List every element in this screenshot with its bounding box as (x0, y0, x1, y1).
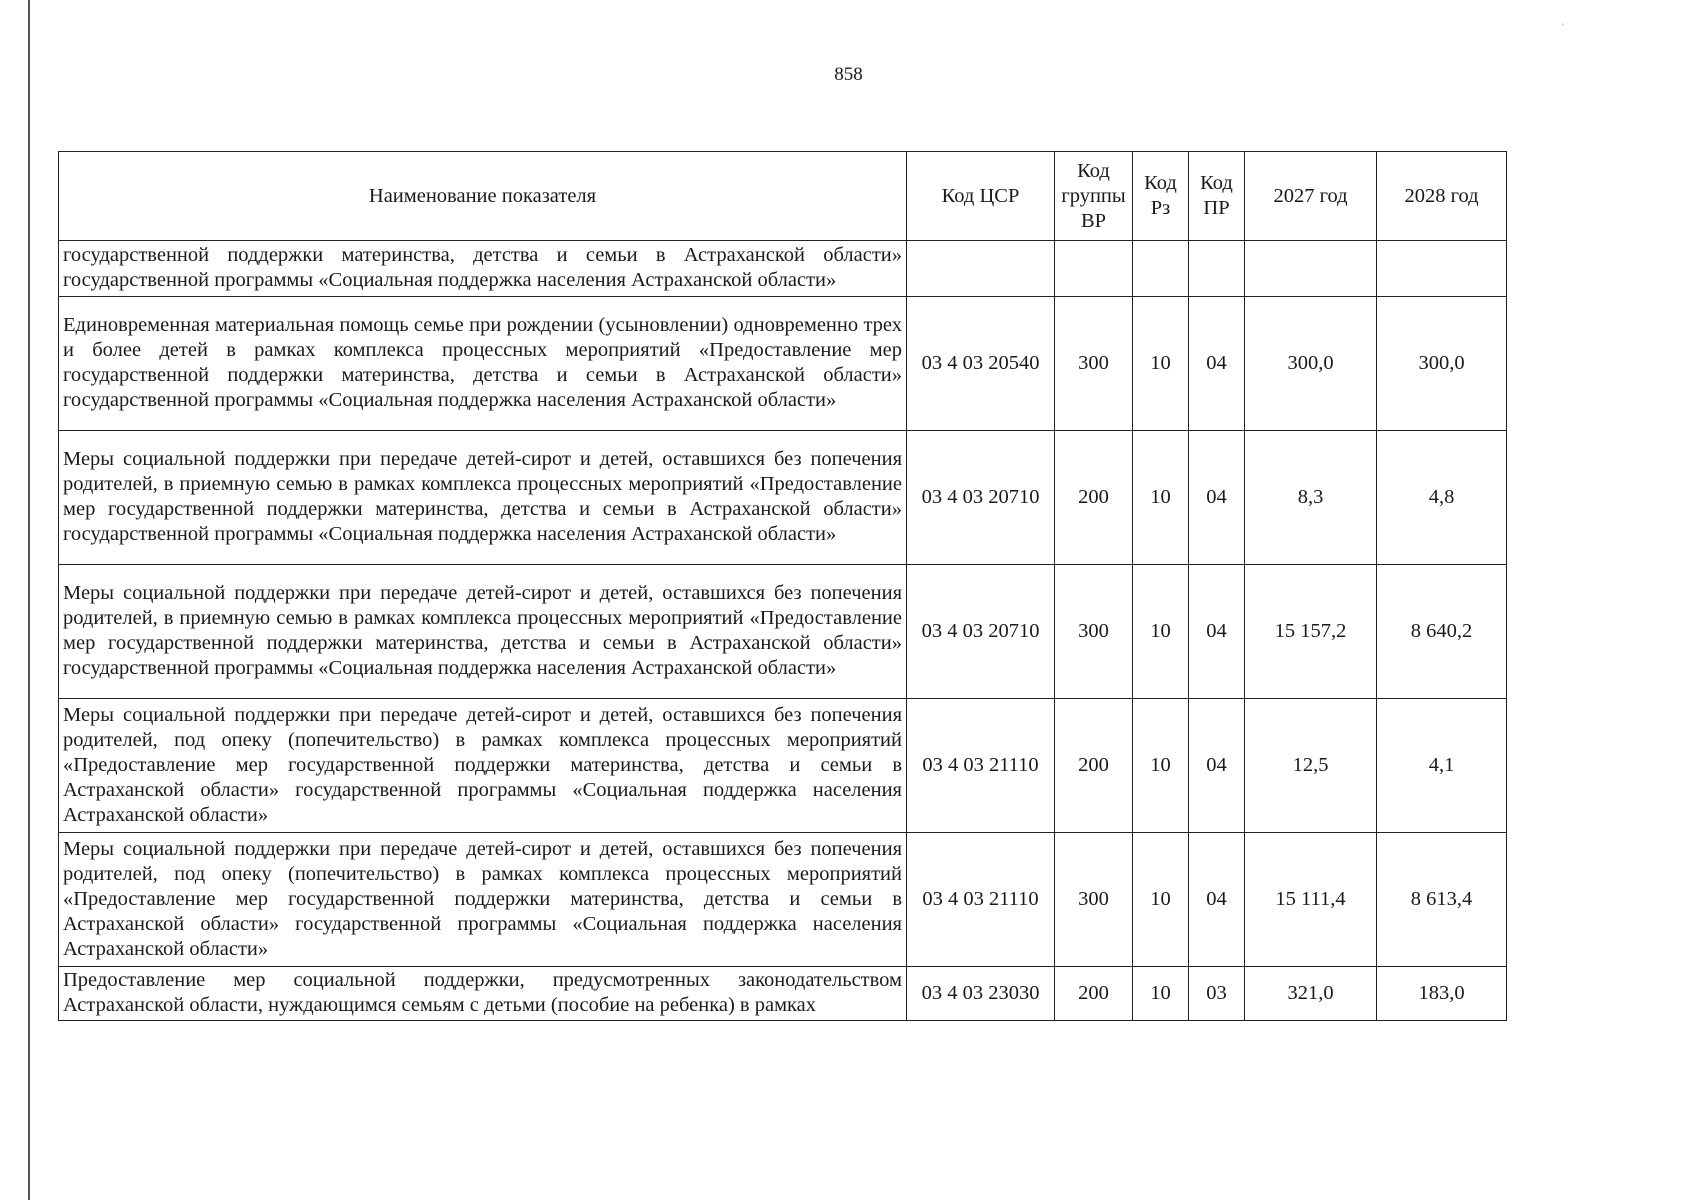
cell-vr: 300 (1055, 833, 1133, 967)
header-2027: 2027 год (1245, 152, 1377, 241)
table-row (59, 431, 1507, 565)
header-csr: Код ЦСР (907, 152, 1055, 241)
cell-pr: 04 (1189, 431, 1245, 565)
cell-2027: 12,5 (1245, 699, 1377, 833)
cell-name: Единовременная материальная помощь семье при рождении (усыновлении) одновременно трех и более детей в рамках комплекса процессных мероприятий «Предоставление мер государственной поддержки материнства, детства и семьи в Астраханской области» государственной программы «Социальная поддержка населения Астраханской области» (59, 297, 907, 431)
table-row (59, 241, 1507, 297)
cell-vr: 300 (1055, 565, 1133, 699)
cell-pr: 04 (1189, 833, 1245, 967)
cell-rz (1133, 241, 1189, 297)
cell-2028: 300,0 (1377, 297, 1507, 431)
cell-2027: 15 111,4 (1245, 833, 1377, 967)
cell-name: государственной поддержки материнства, детства и семьи в Астраханской области» государственной программы «Социальная поддержка населения Астраханской области» (59, 241, 907, 297)
header-vr: Код группы ВР (1055, 152, 1133, 241)
cell-2027: 321,0 (1245, 967, 1377, 1021)
cell-2028: 8 640,2 (1377, 565, 1507, 699)
cell-pr: 03 (1189, 967, 1245, 1021)
cell-rz: 10 (1133, 967, 1189, 1021)
cell-2027: 15 157,2 (1245, 565, 1377, 699)
cell-2027: 8,3 (1245, 431, 1377, 565)
header-2028: 2028 год (1377, 152, 1507, 241)
cell-2028: 4,8 (1377, 431, 1507, 565)
cell-pr: 04 (1189, 699, 1245, 833)
cell-2028 (1377, 241, 1507, 297)
page-number: 858 (834, 64, 863, 85)
cell-2028: 8 613,4 (1377, 833, 1507, 967)
cell-2028: 4,1 (1377, 699, 1507, 833)
cell-rz: 10 (1133, 431, 1189, 565)
table-row (59, 565, 1507, 699)
cell-2028: 183,0 (1377, 967, 1507, 1021)
cell-name: Меры социальной поддержки при передаче детей-сирот и детей, оставшихся без попечения родителей, под опеку (попечительство) в рамках комплекса процессных мероприятий «Предоставление мер государственной поддержки материнства, детства и семьи в Астраханской области» государственной программы «Социальная поддержка населения Астраханской области» (59, 833, 907, 967)
cell-2027 (1245, 241, 1377, 297)
cell-rz: 10 (1133, 565, 1189, 699)
header-pr: Код ПР (1189, 152, 1245, 241)
cell-csr (907, 241, 1055, 297)
cell-vr: 200 (1055, 431, 1133, 565)
cell-2027: 300,0 (1245, 297, 1377, 431)
cell-csr: 03 4 03 20710 (907, 431, 1055, 565)
table-row (59, 297, 1507, 431)
cell-csr: 03 4 03 21110 (907, 699, 1055, 833)
header-rz: Код Рз (1133, 152, 1189, 241)
cell-name: Меры социальной поддержки при передаче детей-сирот и детей, оставшихся без попечения родителей, в приемную семью в рамках комплекса процессных мероприятий «Предоставление мер государственной поддержки материнства, детства и семьи в Астраханской области» государственной программы «Социальная поддержка населения Астраханской области» (59, 565, 907, 699)
cell-vr: 300 (1055, 297, 1133, 431)
cell-csr: 03 4 03 20710 (907, 565, 1055, 699)
cell-csr: 03 4 03 21110 (907, 833, 1055, 967)
table-header-row (59, 152, 1507, 241)
cell-vr (1055, 241, 1133, 297)
cell-vr: 200 (1055, 967, 1133, 1021)
cell-name: Меры социальной поддержки при передаче детей-сирот и детей, оставшихся без попечения родителей, в приемную семью в рамках комплекса процессных мероприятий «Предоставление мер государственной поддержки материнства, детства и семьи в Астраханской области» государственной программы «Социальная поддержка населения Астраханской области» (59, 431, 907, 565)
cell-rz: 10 (1133, 833, 1189, 967)
table-row (59, 967, 1507, 1021)
scan-mark: ' (1562, 22, 1564, 32)
cell-rz: 10 (1133, 297, 1189, 431)
budget-table (58, 151, 1507, 1021)
cell-pr: 04 (1189, 297, 1245, 431)
cell-pr (1189, 241, 1245, 297)
cell-name: Предоставление мер социальной поддержки, предусмотренных законодательством Астраханской области, нуждающимся семьям с детьми (пособие на ребенка) в рамках (59, 967, 907, 1021)
cell-csr: 03 4 03 20540 (907, 297, 1055, 431)
page-binding-line (28, 0, 30, 1200)
cell-pr: 04 (1189, 565, 1245, 699)
header-name: Наименование показателя (59, 152, 907, 241)
table-row (59, 699, 1507, 833)
cell-name: Меры социальной поддержки при передаче детей-сирот и детей, оставшихся без попечения родителей, под опеку (попечительство) в рамках комплекса процессных мероприятий «Предоставление мер государственной поддержки материнства, детства и семьи в Астраханской области» государственной программы «Социальная поддержка населения Астраханской области» (59, 699, 907, 833)
table-row (59, 833, 1507, 967)
cell-csr: 03 4 03 23030 (907, 967, 1055, 1021)
cell-rz: 10 (1133, 699, 1189, 833)
cell-vr: 200 (1055, 699, 1133, 833)
